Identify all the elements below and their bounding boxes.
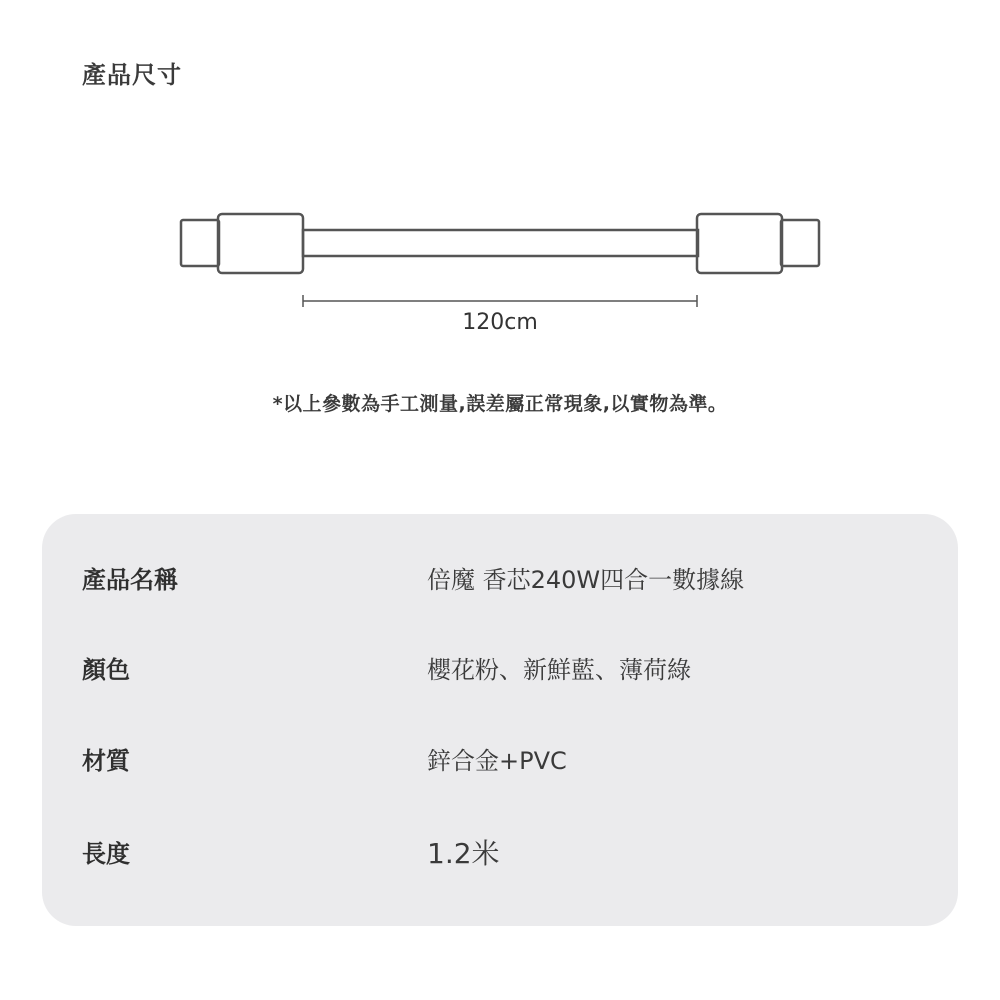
cable-diagram — [0, 0, 1000, 360]
page-title: 產品尺寸 — [82, 61, 182, 89]
left-connector-body — [218, 214, 303, 273]
right-connector-body — [697, 214, 782, 273]
length-measurement-label: 120cm — [462, 310, 538, 335]
spec-panel — [42, 514, 958, 926]
spec-value: 1.2米 — [427, 837, 500, 870]
spec-row-product-name — [42, 560, 958, 600]
left-plug-tip — [181, 220, 219, 266]
right-plug-tip — [781, 220, 819, 266]
spec-value: 倍魔 香芯240W四合一數據線 — [427, 566, 745, 594]
spec-row-color — [42, 650, 958, 690]
spec-label: 材質 — [82, 747, 130, 775]
spec-label: 長度 — [82, 840, 130, 868]
spec-value: 鋅合金+PVC — [427, 747, 567, 775]
spec-label: 顏色 — [82, 656, 130, 684]
measurement-note: *以上參數為手工測量,誤差屬正常現象,以實物為準。 — [272, 393, 728, 415]
spec-value: 櫻花粉、新鮮藍、薄荷綠 — [427, 656, 691, 684]
spec-label: 產品名稱 — [82, 566, 178, 594]
spec-row-length — [42, 834, 958, 874]
spec-row-material — [42, 741, 958, 781]
cable-line — [303, 230, 698, 256]
